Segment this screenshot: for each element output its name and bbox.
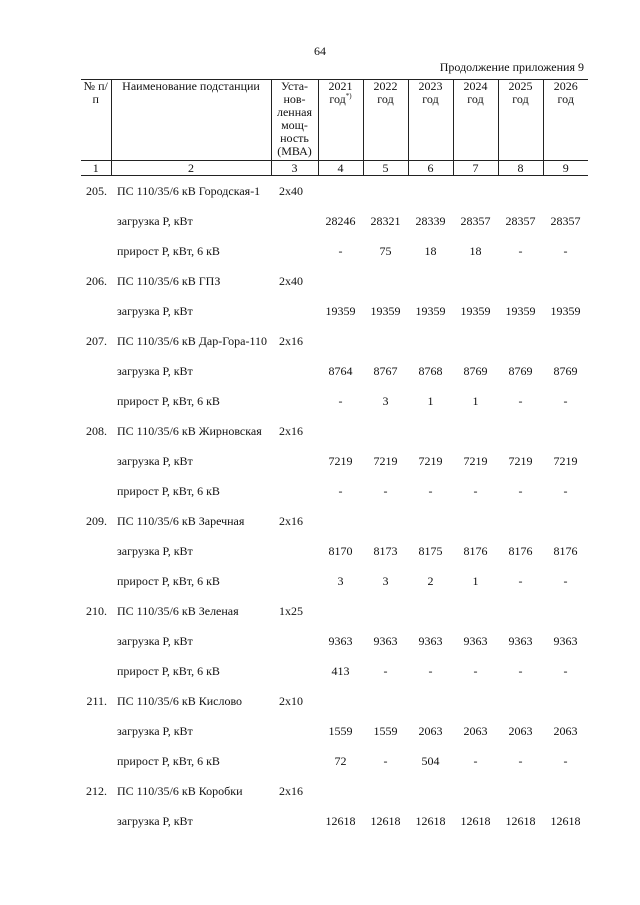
table-row: [81, 746, 588, 776]
year-value: [498, 686, 543, 716]
parameter-name: загрузка Р, кВт: [117, 453, 193, 468]
year-value: -: [338, 393, 343, 408]
installed-capacity: 2x16: [279, 423, 303, 438]
year-value: [498, 596, 543, 626]
installed-capacity: 1x25: [279, 603, 303, 618]
year-value: [543, 416, 588, 446]
table-row: [81, 386, 588, 416]
year-value: -: [563, 243, 568, 258]
year-value: 8176: [553, 543, 578, 558]
year-value: [453, 686, 498, 716]
year-value: 7219: [373, 453, 398, 468]
table-body: [81, 176, 588, 837]
year-value: 28357: [505, 213, 536, 228]
year-value: [453, 176, 498, 207]
installed-capacity: [271, 626, 318, 656]
year-value: -: [563, 393, 568, 408]
year-value: [363, 176, 408, 207]
year-value: 7219: [328, 453, 353, 468]
substation-name: ПС 110/35/6 кВ Коробки: [117, 783, 243, 798]
table-row: [81, 296, 588, 326]
year-value: -: [563, 483, 568, 498]
year-value: [543, 686, 588, 716]
year-value: [408, 506, 453, 536]
year-value: -: [383, 753, 388, 768]
year-value: 9363: [328, 633, 353, 648]
year-value: [408, 596, 453, 626]
year-value: 8176: [508, 543, 533, 558]
row-number: [81, 386, 111, 416]
year-value: [543, 506, 588, 536]
substation-name: ПС 110/35/6 кВ Городская-1: [117, 183, 261, 198]
substation-name: ПС 110/35/6 кВ Дар-Гора-110: [117, 333, 267, 348]
year-value: [543, 266, 588, 296]
year-value: 8176: [463, 543, 488, 558]
year-value: [363, 686, 408, 716]
year-value: [363, 506, 408, 536]
year-value: [543, 776, 588, 806]
year-value: -: [383, 483, 388, 498]
header-substation-name: Наименование подстанции: [111, 80, 271, 161]
year-value: 19359: [370, 303, 401, 318]
row-number: [81, 356, 111, 386]
year-value: -: [428, 663, 433, 678]
year-value: -: [563, 573, 568, 588]
year-value: [408, 686, 453, 716]
year-value: 12618: [325, 813, 356, 828]
year-value: -: [518, 663, 523, 678]
year-value: 18: [424, 243, 437, 258]
year-value: 9363: [553, 633, 578, 648]
header-year-2024: 2024 год: [453, 80, 498, 161]
row-number: 205.: [86, 183, 107, 198]
year-value: 504: [421, 753, 440, 768]
table-row: [81, 326, 588, 356]
year-value: -: [518, 243, 523, 258]
installed-capacity: [271, 746, 318, 776]
year-value: [543, 176, 588, 207]
year-value: [363, 416, 408, 446]
year-value: 8769: [553, 363, 578, 378]
year-value: 8769: [508, 363, 533, 378]
year-value: 72: [334, 753, 347, 768]
year-value: 19359: [325, 303, 356, 318]
substation-name: ПС 110/35/6 кВ Зеленая: [117, 603, 239, 618]
year-value: [363, 596, 408, 626]
year-value: 9363: [418, 633, 443, 648]
column-number: 4: [318, 161, 363, 176]
year-value: -: [473, 483, 478, 498]
installed-capacity: [271, 386, 318, 416]
installed-capacity: 2x40: [279, 183, 303, 198]
year-value: 19359: [505, 303, 536, 318]
parameter-name: прирост Р, кВт, 6 кВ: [117, 663, 220, 678]
year-value: 8764: [328, 363, 353, 378]
installed-capacity: [271, 446, 318, 476]
substation-load-table: [81, 79, 588, 836]
year-value: 7219: [508, 453, 533, 468]
year-value: 28357: [460, 213, 491, 228]
column-number-row: [81, 161, 588, 176]
installed-capacity: [271, 806, 318, 836]
row-number: 212.: [86, 783, 107, 798]
year-value: 413: [331, 663, 350, 678]
year-value: [318, 326, 363, 356]
year-value: -: [563, 663, 568, 678]
parameter-name: прирост Р, кВт, 6 кВ: [117, 393, 220, 408]
year-value: 2063: [418, 723, 443, 738]
row-number: [81, 566, 111, 596]
row-number: [81, 536, 111, 566]
row-number: 206.: [86, 273, 107, 288]
table-row: [81, 476, 588, 506]
footnote-mark: *): [345, 92, 352, 100]
column-number: 2: [111, 161, 271, 176]
header-year-2026: 2026 год: [543, 80, 588, 161]
column-number: 5: [363, 161, 408, 176]
year-value: 2063: [508, 723, 533, 738]
year-value: -: [518, 393, 523, 408]
year-value: 18: [469, 243, 482, 258]
year-value: [543, 596, 588, 626]
table-row: [81, 356, 588, 386]
column-number: 9: [543, 161, 588, 176]
table-row: [81, 446, 588, 476]
table-row: [81, 566, 588, 596]
row-number: [81, 296, 111, 326]
installed-capacity: 2x16: [279, 333, 303, 348]
page-number: 64: [314, 44, 326, 58]
column-number: 7: [453, 161, 498, 176]
year-value: 9363: [508, 633, 533, 648]
installed-capacity: 2x40: [279, 273, 303, 288]
year-value: [453, 776, 498, 806]
parameter-name: загрузка Р, кВт: [117, 213, 193, 228]
table-row: [81, 266, 588, 296]
year-value: -: [383, 663, 388, 678]
table-row: [81, 596, 588, 626]
installed-capacity: [271, 716, 318, 746]
year-value: [318, 416, 363, 446]
year-value: 9363: [373, 633, 398, 648]
substation-name: ПС 110/35/6 кВ Жирновская: [117, 423, 262, 438]
year-value: [408, 776, 453, 806]
year-value: -: [428, 483, 433, 498]
year-value: [543, 326, 588, 356]
installed-capacity: 2x10: [279, 693, 303, 708]
year-value: 2063: [553, 723, 578, 738]
table-header-row: [81, 80, 588, 161]
year-value: 28339: [415, 213, 446, 228]
parameter-name: загрузка Р, кВт: [117, 813, 193, 828]
installed-capacity: [271, 206, 318, 236]
year-value: -: [518, 483, 523, 498]
year-value: [408, 266, 453, 296]
row-number: [81, 476, 111, 506]
year-value: [408, 176, 453, 207]
substation-name: ПС 110/35/6 кВ Кислово: [117, 693, 243, 708]
year-value: 28357: [550, 213, 581, 228]
parameter-name: прирост Р, кВт, 6 кВ: [117, 573, 220, 588]
year-value: [498, 326, 543, 356]
parameter-name: загрузка Р, кВт: [117, 723, 193, 738]
installed-capacity: [271, 296, 318, 326]
row-number: [81, 626, 111, 656]
year-value: 1559: [328, 723, 353, 738]
row-number: [81, 746, 111, 776]
year-value: -: [473, 663, 478, 678]
installed-capacity: [271, 656, 318, 686]
year-value: 3: [382, 393, 389, 408]
year-value: 1: [427, 393, 434, 408]
installed-capacity: [271, 536, 318, 566]
year-value: [498, 176, 543, 207]
year-value: [498, 506, 543, 536]
year-value: [318, 776, 363, 806]
parameter-name: загрузка Р, кВт: [117, 633, 193, 648]
year-value: 7219: [553, 453, 578, 468]
year-value: 7219: [418, 453, 443, 468]
parameter-name: прирост Р, кВт, 6 кВ: [117, 753, 220, 768]
year-value: -: [338, 243, 343, 258]
year-value: 75: [379, 243, 392, 258]
table-row: [81, 176, 588, 207]
table-row: [81, 416, 588, 446]
year-value: 12618: [550, 813, 581, 828]
year-value: 7219: [463, 453, 488, 468]
year-value: 1: [472, 573, 479, 588]
year-value: 28321: [370, 213, 401, 228]
year-value: -: [563, 753, 568, 768]
year-value: [318, 596, 363, 626]
year-value: 8769: [463, 363, 488, 378]
year-value: [363, 326, 408, 356]
year-value: 12618: [370, 813, 401, 828]
header-year-2025: 2025 год: [498, 80, 543, 161]
year-value: [498, 266, 543, 296]
year-value: [318, 686, 363, 716]
substation-name: ПС 110/35/6 кВ ГПЗ: [117, 273, 221, 288]
year-value: -: [518, 573, 523, 588]
parameter-name: загрузка Р, кВт: [117, 363, 193, 378]
row-number: 211.: [86, 693, 107, 708]
table-row: [81, 236, 588, 266]
header-year-2023: 2023 год: [408, 80, 453, 161]
table-row: [81, 626, 588, 656]
table-row: [81, 716, 588, 746]
parameter-name: прирост Р, кВт, 6 кВ: [117, 243, 220, 258]
year-value: 19359: [460, 303, 491, 318]
year-value: [453, 506, 498, 536]
year-value: [453, 416, 498, 446]
row-number: [81, 206, 111, 236]
table-row: [81, 206, 588, 236]
year-value: 2063: [463, 723, 488, 738]
year-value: 1559: [373, 723, 398, 738]
table-row: [81, 656, 588, 686]
year-value: [318, 176, 363, 207]
appendix-continuation-label: Продолжение приложения 9: [439, 60, 584, 74]
row-number: 207.: [86, 333, 107, 348]
year-value: -: [473, 753, 478, 768]
year-value: -: [518, 753, 523, 768]
year-value: [408, 416, 453, 446]
year-value: [453, 326, 498, 356]
column-number: 1: [81, 161, 111, 176]
year-value: 8767: [373, 363, 398, 378]
year-value: 9363: [463, 633, 488, 648]
year-value: -: [338, 483, 343, 498]
year-value: 8173: [373, 543, 398, 558]
year-value: [408, 326, 453, 356]
year-value: 2: [427, 573, 434, 588]
year-value: 19359: [550, 303, 581, 318]
year-value: [498, 776, 543, 806]
year-value: 3: [382, 573, 389, 588]
year-value: 8170: [328, 543, 353, 558]
year-value: 28246: [325, 213, 356, 228]
year-value: 8175: [418, 543, 443, 558]
row-number: 210.: [86, 603, 107, 618]
year-value: [318, 266, 363, 296]
table-row: [81, 806, 588, 836]
installed-capacity: 2x16: [279, 783, 303, 798]
year-value: [363, 776, 408, 806]
year-value: 12618: [460, 813, 491, 828]
year-value: [498, 416, 543, 446]
table-row: [81, 776, 588, 806]
table-row: [81, 686, 588, 716]
installed-capacity: 2x16: [279, 513, 303, 528]
year-value: [318, 506, 363, 536]
row-number: [81, 446, 111, 476]
installed-capacity: [271, 236, 318, 266]
year-value: 19359: [415, 303, 446, 318]
row-number: 209.: [86, 513, 107, 528]
row-number: [81, 236, 111, 266]
parameter-name: загрузка Р, кВт: [117, 543, 193, 558]
year-value: [363, 266, 408, 296]
column-number: 3: [271, 161, 318, 176]
year-value: [453, 266, 498, 296]
year-value: 12618: [505, 813, 536, 828]
column-number: 8: [498, 161, 543, 176]
parameter-name: загрузка Р, кВт: [117, 303, 193, 318]
year-value: 8768: [418, 363, 443, 378]
header-year-2021: 2021 год*): [318, 80, 363, 161]
parameter-name: прирост Р, кВт, 6 кВ: [117, 483, 220, 498]
installed-capacity: [271, 356, 318, 386]
row-number: [81, 716, 111, 746]
table-row: [81, 506, 588, 536]
installed-capacity: [271, 476, 318, 506]
year-value: 12618: [415, 813, 446, 828]
year-value: 1: [472, 393, 479, 408]
installed-capacity: [271, 566, 318, 596]
header-row-number: № п/п: [81, 80, 111, 161]
substation-name: ПС 110/35/6 кВ Заречная: [117, 513, 245, 528]
header-year-2022: 2022 год: [363, 80, 408, 161]
row-number: [81, 806, 111, 836]
header-installed-capacity: Уста-нов-ленная мощ-ность (МВА): [271, 80, 318, 161]
row-number: 208.: [86, 423, 107, 438]
column-number: 6: [408, 161, 453, 176]
year-value: 3: [337, 573, 344, 588]
table-row: [81, 536, 588, 566]
row-number: [81, 656, 111, 686]
year-value: [453, 596, 498, 626]
